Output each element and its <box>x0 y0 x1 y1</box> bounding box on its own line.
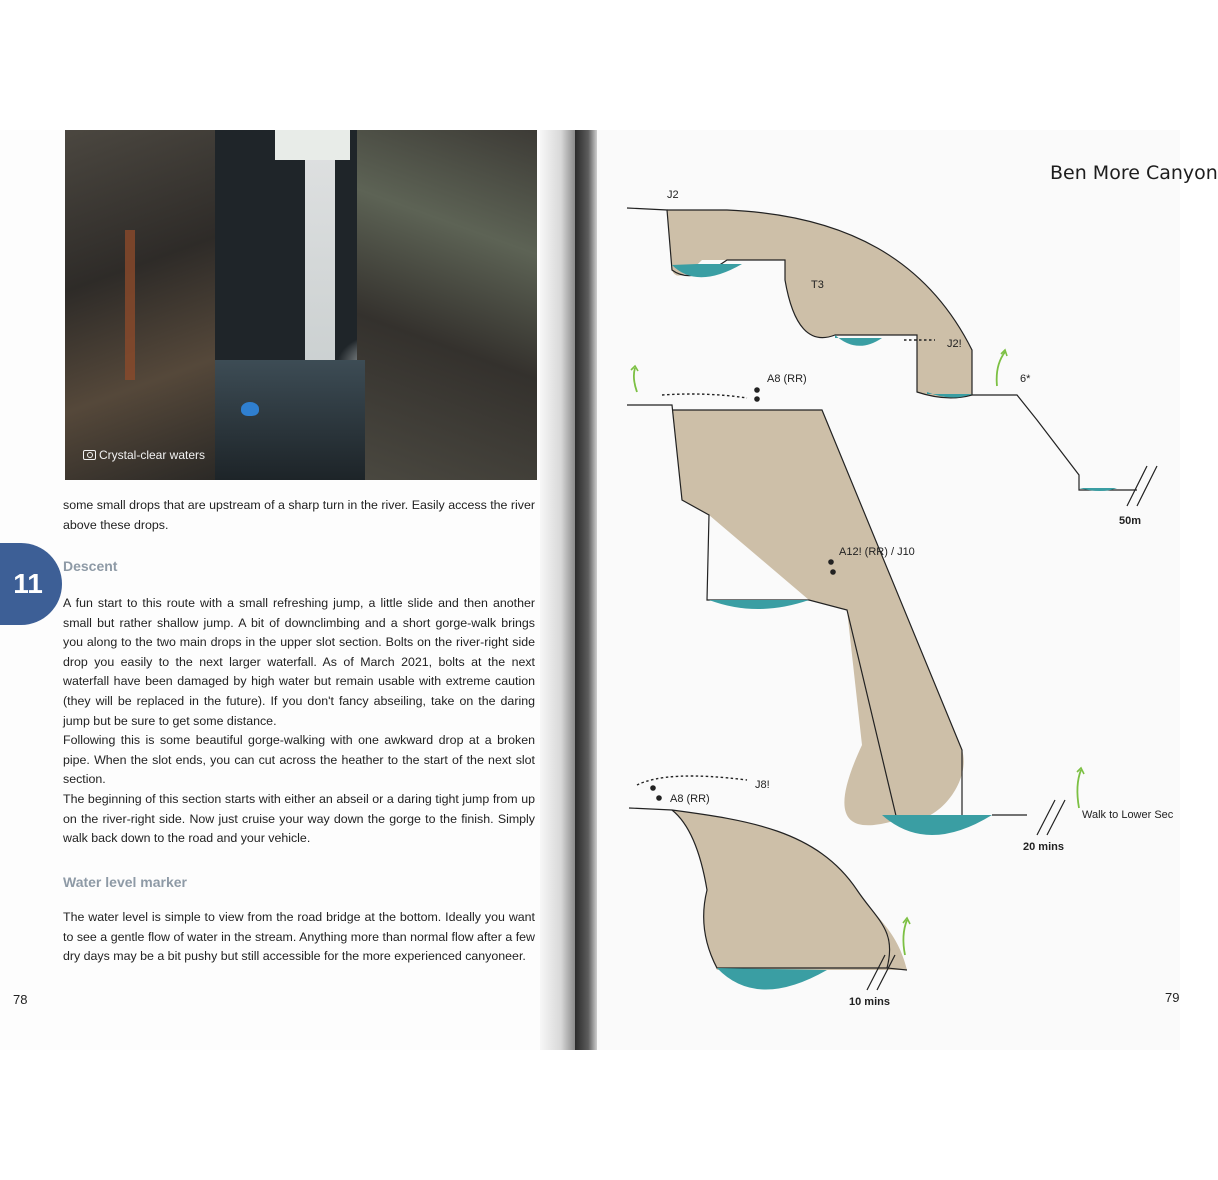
label-j2: J2 <box>667 189 679 201</box>
middle-section-profile <box>627 366 1084 835</box>
label-10-mins: 10 mins <box>849 996 890 1008</box>
chapter-number: 11 <box>13 568 43 599</box>
photo-rust-streak <box>125 230 135 380</box>
label-a8-bottom: A8 (RR) <box>670 793 710 805</box>
book-spread <box>0 130 1218 1050</box>
right-page-number: 79 <box>1165 990 1180 1005</box>
chapter-tab <box>0 543 62 625</box>
descent-paragraph-3: The beginning of this section starts with either an abseil or a daring tight jump from up on the river-right side. Now just cruise your way down the gorge to the finish. Simply walk back down to the road and your vehicle. <box>63 791 535 846</box>
exit-arrow-icon <box>997 352 1005 386</box>
label-walk-lower: Walk to Lower Sec <box>1082 809 1174 821</box>
spine-shadow <box>575 130 597 1050</box>
label-20-mins: 20 mins <box>1023 841 1064 853</box>
left-page <box>0 130 575 1050</box>
label-j2-jump: J2! <box>947 338 962 350</box>
photo-sky <box>275 130 350 160</box>
intro-paragraph: some small drops that are upstream of a sharp turn in the river. Easily access the river above these drops. <box>63 498 535 532</box>
label-t3: T3 <box>811 279 824 291</box>
left-gutter-shadow <box>540 130 575 1050</box>
exit-arrow-icon <box>1077 770 1081 808</box>
photo-left-rock <box>65 130 215 480</box>
exit-arrow-icon <box>634 368 637 392</box>
exit-arrow-icon <box>903 920 907 955</box>
camera-icon <box>83 450 96 460</box>
photo-caption <box>83 448 205 462</box>
descent-paragraph-2: Following this is some beautiful gorge-walking with one awkward drop at a broken pipe. When the slot ends, you can cut across the heather to the start of the next slot section. <box>63 733 535 787</box>
label-j8: J8! <box>755 779 770 791</box>
photo-swimmer-helmet <box>241 402 259 416</box>
descent-paragraph-1: A fun start to this route with a small refreshing jump, a little slide and then another small but rather shallow jump. A bit of downclimbing and a short gorge-walk brings you along to the two main drops in the upper slot section. Bolts on the river-right side drop you easily to the next larger waterfall. As of March 2021, bolts at the next waterfall have been damaged by high water but remain usable with extreme caution (they will be replaced in the future). If you don't fancy abseiling, take on the daring jump but be sure to get some distance. <box>63 596 535 728</box>
descent-heading: Descent <box>63 558 118 574</box>
canyon-title: Ben More Canyon <box>1050 162 1218 184</box>
descent-text <box>63 594 535 849</box>
canyon-profile-diagram <box>597 130 1180 1050</box>
label-6: 6* <box>1020 373 1031 385</box>
left-page-number: 78 <box>13 992 28 1007</box>
canyon-photo <box>65 130 537 480</box>
label-a12: A12! (RR) / J10 <box>839 546 915 558</box>
photo-caption-text: Crystal-clear waters <box>99 448 206 462</box>
water-level-heading: Water level marker <box>63 874 187 890</box>
photo-right-rock <box>357 130 537 480</box>
photo-pool <box>215 360 365 480</box>
label-50m: 50m <box>1119 515 1142 527</box>
label-a8-top: A8 (RR) <box>767 373 807 385</box>
right-page <box>597 130 1218 1050</box>
water-level-text: The water level is simple to view from the road bridge at the bottom. Ideally you want to see a gentle flow of water in the stream. Anything more than normal flow after a few dry days may be a bit pushy but still accessible for the more experienced canyoneer. <box>63 910 535 964</box>
photo-waterfall <box>305 160 335 360</box>
